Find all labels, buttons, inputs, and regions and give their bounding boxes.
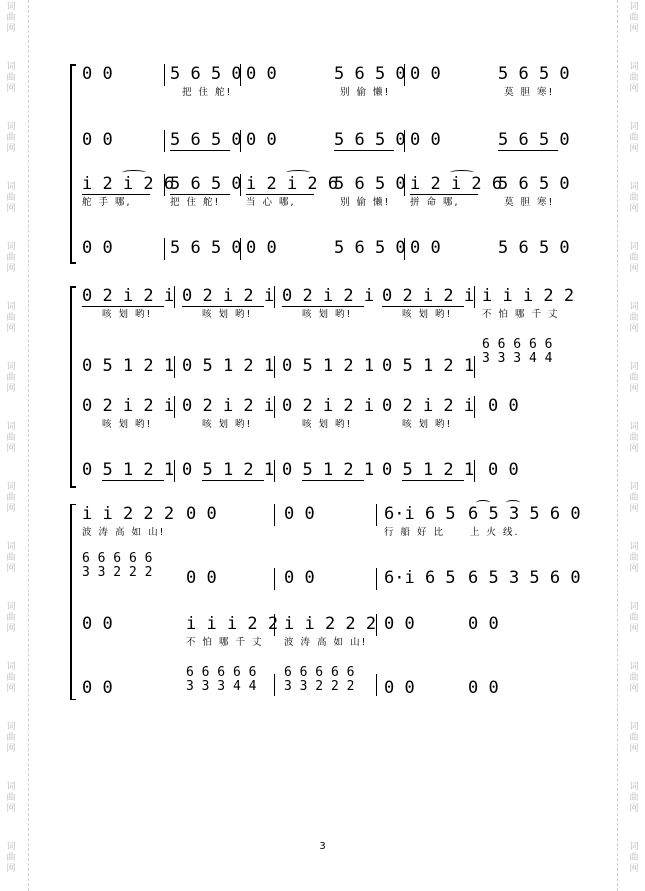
measure: 5 6 5 0 xyxy=(334,130,406,150)
watermark-text: 词 曲 网 xyxy=(6,842,16,874)
notes-row xyxy=(78,64,576,84)
measure: 0 5 1 2 1 xyxy=(382,356,475,376)
watermark-text: 词 曲 网 xyxy=(6,662,16,694)
measure: 5 6 5 0 xyxy=(498,64,570,84)
lyrics-row xyxy=(78,418,576,432)
lyric: 咳 划 哟! xyxy=(102,309,153,320)
watermark-text: 词 曲 网 xyxy=(6,782,16,814)
measure: 5 6 5 0 xyxy=(170,64,242,84)
barline xyxy=(274,286,275,308)
notes-row xyxy=(78,565,581,588)
watermark-text: 词 曲 网 xyxy=(629,2,639,34)
notes-row xyxy=(78,504,581,524)
barline xyxy=(376,674,377,696)
right-margin-line xyxy=(617,0,618,891)
staff-line xyxy=(78,504,581,544)
lyric: 咳 划 哟! xyxy=(402,419,453,430)
chord-top: 6 6 6 6 6 xyxy=(82,551,153,566)
barline xyxy=(240,64,241,86)
watermark-text: 词 曲 网 xyxy=(629,122,639,154)
notes-row xyxy=(78,130,576,150)
watermark-text: 词 曲 网 xyxy=(6,182,16,214)
measure: 0 0 xyxy=(246,64,277,84)
barline xyxy=(474,396,475,418)
system-2 xyxy=(70,286,576,488)
system-bracket xyxy=(70,504,76,700)
barline xyxy=(404,64,405,86)
barline xyxy=(404,238,405,260)
barline xyxy=(404,174,405,196)
watermark-text: 词 曲 网 xyxy=(629,362,639,394)
lyric: 不 怕 哪 千 丈 xyxy=(482,309,560,320)
measure: 0 0 xyxy=(284,504,315,524)
measure: i 2 i 2 6 xyxy=(410,174,503,194)
lyrics-row xyxy=(78,308,576,322)
chord-bottom: 3 3 3 4 4 xyxy=(482,351,553,366)
measure: 5 6 5 0 xyxy=(334,174,406,194)
lyric: 当 心 哪, xyxy=(246,197,296,208)
measure: 0 0 xyxy=(82,614,113,634)
staff-line xyxy=(78,396,576,436)
notes-row xyxy=(78,614,576,634)
barline xyxy=(174,396,175,418)
page-number: 3 xyxy=(319,841,326,852)
measure: 0 0 xyxy=(82,678,113,698)
chord-bottom: 3 3 3 4 4 xyxy=(186,679,257,694)
measure: 0 2 i 2 i xyxy=(382,396,475,416)
notes-row xyxy=(78,396,576,416)
watermark-text: 词 曲 网 xyxy=(6,122,16,154)
chord-top: 6 6 6 6 6 xyxy=(284,665,355,680)
staff-line xyxy=(78,286,576,326)
measure: 0 2 i 2 i xyxy=(282,286,375,306)
measure: 5 6 5 0 xyxy=(334,238,406,258)
measure: 0 0 xyxy=(410,130,441,150)
lyric: 把 住 舵! xyxy=(170,197,221,208)
watermark-text: 词 曲 网 xyxy=(629,782,639,814)
watermark-text: 词 曲 网 xyxy=(629,62,639,94)
notes-row xyxy=(78,460,576,480)
lyric: 行 船 好 比 xyxy=(384,527,446,538)
lyric: 咳 划 哟! xyxy=(202,309,253,320)
staff-line xyxy=(78,551,581,602)
lyric: 咳 划 哟! xyxy=(302,419,353,430)
barline xyxy=(164,238,165,260)
barline xyxy=(240,238,241,260)
barline xyxy=(240,130,241,152)
lyric: 别 偷 懒! xyxy=(340,197,391,208)
measure: 5 6 5 0 xyxy=(170,174,242,194)
barline xyxy=(240,174,241,196)
staff-line xyxy=(78,130,576,170)
barline xyxy=(274,674,275,696)
watermark-text: 词 曲 网 xyxy=(629,302,639,334)
measure: 0 0 xyxy=(82,64,113,84)
left-margin-line xyxy=(28,0,29,891)
watermark-text: 词 曲 网 xyxy=(6,302,16,334)
measure: i i 2 2 2 xyxy=(82,504,175,524)
staff-line xyxy=(78,666,576,706)
lyric: 拼 命 哪, xyxy=(410,197,460,208)
watermark-text: 词 曲 网 xyxy=(6,542,16,574)
measure: 6 5 3 5 6 0 xyxy=(468,504,581,524)
lyric: 上 火 线. xyxy=(470,527,520,538)
measure: 6·i 6 5 xyxy=(384,568,456,588)
measure: i 2 i 2 6 xyxy=(246,174,339,194)
staff-line xyxy=(78,238,576,278)
measure: 0 2 i 2 i xyxy=(282,396,375,416)
chord-bottom: 3 3 2 2 2 xyxy=(82,565,153,580)
lyric: 咳 划 哟! xyxy=(302,309,353,320)
lyric: 莫 胆 寒! xyxy=(504,197,555,208)
barline xyxy=(174,460,175,482)
watermark-text: 词 曲 网 xyxy=(6,362,16,394)
notes-row xyxy=(78,238,576,258)
measure: 0 2 i 2 i xyxy=(182,396,275,416)
lyric: 把 住 舵! xyxy=(182,87,233,98)
measure: 5 6 5 0 xyxy=(170,238,242,258)
measure: 5 6 5 0 xyxy=(498,130,570,150)
watermark-text: 词 曲 网 xyxy=(6,2,16,34)
lyric: 咳 划 哟! xyxy=(102,419,153,430)
measure: 0 0 xyxy=(468,678,499,698)
barline xyxy=(376,568,377,590)
measure: 0 0 xyxy=(186,568,217,588)
chord-top: 6 6 6 6 6 xyxy=(186,665,257,680)
measure: 0 5 1 2 1 xyxy=(182,460,275,480)
barline xyxy=(474,286,475,308)
barline xyxy=(174,286,175,308)
staff-line xyxy=(78,614,576,654)
measure: 6·i 6 5 xyxy=(384,504,456,524)
barline xyxy=(376,614,377,636)
barline xyxy=(174,356,175,378)
measure: 0 5 1 2 1 xyxy=(282,356,375,376)
measure: i i i 2 2 xyxy=(482,286,575,306)
measure: i i 2 2 2 xyxy=(284,614,377,634)
system-1 xyxy=(70,64,576,264)
lyric: 波 涛 高 如 山! xyxy=(284,637,368,648)
measure: 5 6 5 0 xyxy=(498,174,570,194)
measure: 0 2 i 2 i xyxy=(182,286,275,306)
barline xyxy=(474,356,475,378)
measure: 6 5 3 5 6 0 xyxy=(468,568,581,588)
barline xyxy=(274,504,275,526)
barline xyxy=(274,460,275,482)
barline xyxy=(274,396,275,418)
system-bracket xyxy=(70,64,76,264)
measure: 0 0 xyxy=(384,614,415,634)
measure: 0 0 xyxy=(384,678,415,698)
system-3 xyxy=(70,504,581,700)
barline xyxy=(474,460,475,482)
measure: 0 0 xyxy=(186,504,217,524)
measure: 0 0 xyxy=(488,396,519,416)
watermark-text: 词 曲 网 xyxy=(6,722,16,754)
barline xyxy=(274,568,275,590)
lyric: 波 涛 高 如 山! xyxy=(82,527,166,538)
notes-row xyxy=(78,174,576,194)
staff-line xyxy=(78,64,576,104)
measure: 0 0 xyxy=(410,238,441,258)
watermark-text: 词 曲 网 xyxy=(6,482,16,514)
measure: 5 6 5 0 xyxy=(334,64,406,84)
chord-bottom: 3 3 2 2 2 xyxy=(284,679,355,694)
measure: 0 5 1 2 1 xyxy=(182,356,275,376)
measure: 0 5 1 2 1 xyxy=(282,460,375,480)
measure: 0 0 xyxy=(410,64,441,84)
barline xyxy=(404,130,405,152)
chord-top: 6 6 6 6 6 xyxy=(482,337,553,352)
measure: 0 0 xyxy=(246,130,277,150)
measure: 0 5 1 2 1 xyxy=(82,356,175,376)
staff-line xyxy=(78,174,576,214)
lyric: 不 怕 哪 千 丈 xyxy=(186,637,264,648)
lyrics-row xyxy=(78,86,576,100)
system-bracket xyxy=(70,286,76,488)
staff-line xyxy=(78,460,576,500)
lyric: 别 偷 懒! xyxy=(340,87,391,98)
lyric: 咳 划 哟! xyxy=(202,419,253,430)
lyric: 咳 划 哟! xyxy=(402,309,453,320)
measure: 0 0 xyxy=(468,614,499,634)
measure: 0 0 xyxy=(488,460,519,480)
staff-line xyxy=(78,337,576,388)
measure: 0 0 xyxy=(246,238,277,258)
measure: 0 5 1 2 1 xyxy=(382,460,475,480)
watermark-text: 词 曲 网 xyxy=(6,602,16,634)
watermark-text: 词 曲 网 xyxy=(629,242,639,274)
barline xyxy=(376,504,377,526)
watermark-text: 词 曲 网 xyxy=(629,722,639,754)
watermark-text: 词 曲 网 xyxy=(629,422,639,454)
watermark-text: 词 曲 网 xyxy=(629,662,639,694)
lyrics-row xyxy=(78,196,576,210)
measure: 0 0 xyxy=(82,238,113,258)
measure: 5 6 5 0 xyxy=(498,238,570,258)
barline xyxy=(274,614,275,636)
watermark-text: 词 曲 网 xyxy=(629,482,639,514)
watermark-text: 词 曲 网 xyxy=(629,182,639,214)
watermark-text: 词 曲 网 xyxy=(6,422,16,454)
measure: 5 6 5 0 xyxy=(170,130,242,150)
watermark-text: 词 曲 网 xyxy=(629,542,639,574)
barline xyxy=(164,174,165,196)
barline xyxy=(274,356,275,378)
measure: 0 2 i 2 i xyxy=(82,286,175,306)
measure: 0 2 i 2 i xyxy=(382,286,475,306)
lyrics-row xyxy=(78,636,576,650)
barline xyxy=(164,64,165,86)
measure: 0 2 i 2 i xyxy=(82,396,175,416)
watermark-text: 词 曲 网 xyxy=(629,842,639,874)
measure: i i i 2 2 xyxy=(186,614,279,634)
measure: i 2 i 2 6 xyxy=(82,174,175,194)
barline xyxy=(164,130,165,152)
watermark-text: 词 曲 网 xyxy=(629,602,639,634)
measure: 0 5 1 2 1 xyxy=(82,460,175,480)
lyrics-row xyxy=(78,526,576,540)
lyric: 舵 手 哪, xyxy=(82,197,132,208)
watermark-text: 词 曲 网 xyxy=(6,242,16,274)
measure: 0 0 xyxy=(82,130,113,150)
watermark-text: 词 曲 网 xyxy=(6,62,16,94)
notes-row xyxy=(78,286,576,306)
measure: 0 0 xyxy=(284,568,315,588)
lyric: 莫 胆 寒! xyxy=(504,87,555,98)
